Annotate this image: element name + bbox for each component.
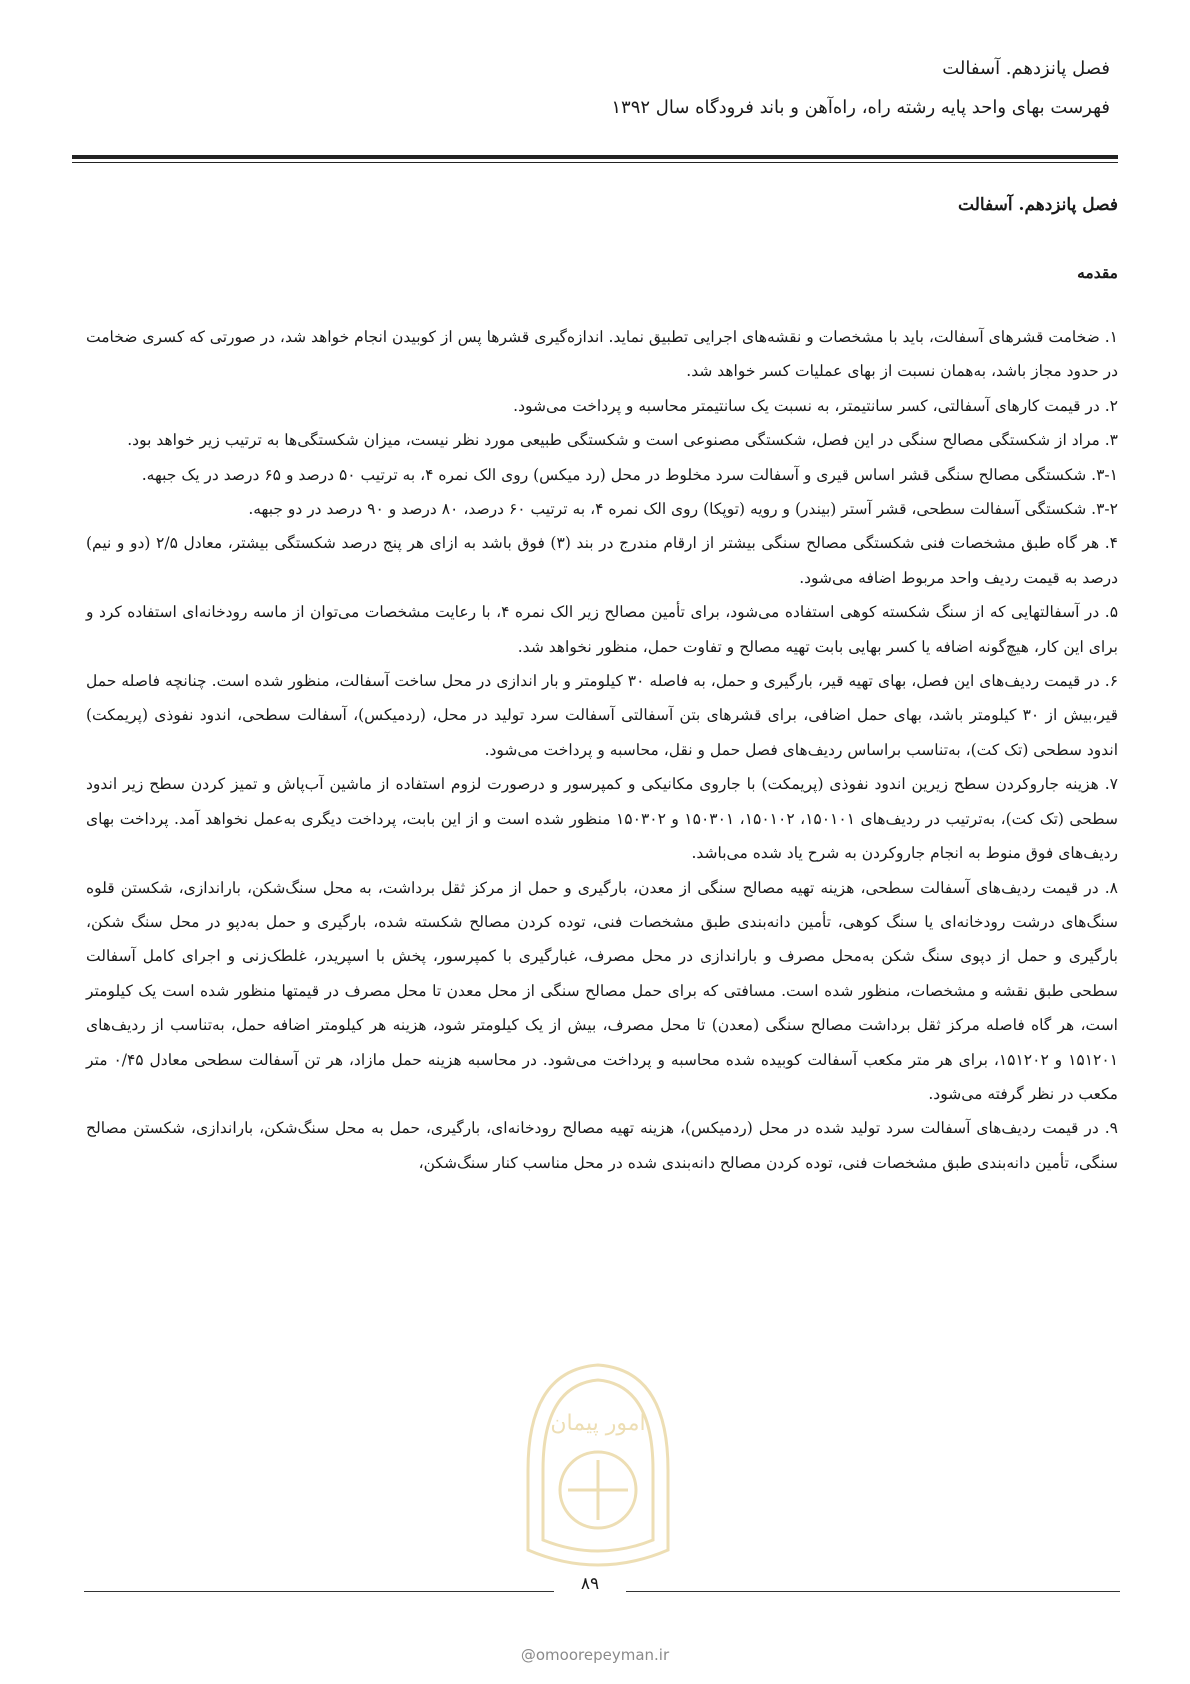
chapter-title: فصل پانزدهم. آسفالت	[958, 195, 1118, 215]
paragraph-3: ۳. مراد از شکستگی مصالح سنگی در این فصل، شکستگی مصنوعی است و شکستگی طبیعی مورد نظر نیست، میزان شکستگی‌ها به ترتیب زیر خواهد بود.	[127, 431, 1118, 450]
paragraph-7: ۷. هزینه جاروکردن سطح زیرین اندود نفوذی (پریمکت) با جاروی مکانیکی و کمپرسور و درصورت لزوم استفاده از ماشین آب‌پاش و تمیز کردن سطح زیر اندود سطحی (تک کت)، به‌ترتیب در ردیف‌های ۱۵۰۱۰۱، ۱۵۰۱۰۲، ۱۵۰۳۰۱ و ۱۵۰۳۰۲ منظور شده است و از این بابت، پرداخت دیگری به‌عمل نخواهد آمد. پرداخت بهای ردیف‌های فوق منوط به انجام جاروکردن به شرح یاد شده می‌باشد.	[86, 775, 1118, 863]
intro-heading: مقدمه	[1077, 263, 1118, 282]
paragraph-1: ۱. ضخامت قشرهای آسفالت، باید با مشخصات و نقشه‌های اجرایی تطبیق نماید. اندازه‌گیری قشرها پس از کوبیدن انجام خواهد شد، در صورتی که کسری ضخامت در حدود مجاز باشد، به‌همان نسبت از بهای عملیات کسر خواهد شد.	[86, 328, 1118, 381]
paragraph-8: ۸. در قیمت ردیف‌های آسفالت سطحی، هزینه تهیه مصالح سنگی از معدن، بارگیری و حمل از مرکز ثقل برداشت، به محل سنگ‌شکن، باراندازی، شکستن قلوه سنگ‌های درشت رودخانه‌ای یا سنگ کوهی، تأمین دانه‌بندی طبق مشخصات فنی، توده کردن مصالح شکسته شده، بارگیری و حمل به‌دپو در محل سنگ شکن، بارگیری و حمل از دپوی سنگ شکن به‌محل مصرف و باراندازی در محل مصرف، غبارگیری با کمپرسور، پخش با اسپریدر، غلطک‌زنی و اجرای کامل آسفالت سطحی طبق نقشه و مشخصات، منظور شده است. مسافتی که برای حمل مصالح سنگی از محل معدن تا محل مصرف در قیمتها منظور شده است یک کیلومتر است، هر گاه فاصله مرکز ثقل برداشت مصالح سنگی (معدن) تا محل مصرف، بیش از یک کیلومتر شود، هزینه هر کیلومتر اضافه حمل، به‌تناسب از ردیف‌های ۱۵۱۲۰۱ و ۱۵۱۲۰۲، برای هر متر مکعب آسفالت کوبیده شده محاسبه و پرداخت می‌شود. در محاسبه هزینه حمل مازاد، هر تن آسفالت سطحی معادل ۰/۴۵ متر مکعب در نظر گرفته می‌شود.	[86, 878, 1119, 1103]
paragraph-4: ۴. هر گاه طبق مشخصات فنی شکستگی مصالح سنگی بیشتر از ارقام مندرج در بند (۳) فوق باشد به ازای هر پنج درصد شکستگی بیشتر، معادل ۲/۵ (دو و نیم) درصد به قیمت ردیف واحد مربوط اضافه می‌شود.	[86, 534, 1118, 587]
header-divider-thin	[72, 162, 1118, 163]
paragraph-9: ۹. در قیمت ردیف‌های آسفالت سرد تولید شده در محل (ردمیکس)، هزینه تهیه مصالح رودخانه‌ای، بارگیری، حمل به محل سنگ‌شکن، باراندازی، شکستن مصالح سنگی، تأمین دانه‌بندی طبق مشخصات فنی، توده کردن مصالح دانه‌بندی شده در محل مناسب کنار سنگ‌شکن،	[86, 1119, 1118, 1172]
page-number: ۸۹	[580, 1574, 600, 1594]
paragraph-3-1: ۳-۱. شکستگی مصالح سنگی قشر اساس قیری و آسفالت سرد مخلوط در محل (رد میکس) روی الک نمره ۴، به ترتیب ۵۰ درصد و ۶۵ درصد در یک جبهه.	[141, 465, 1118, 484]
watermark-logo-text: امور پیمان	[550, 1411, 646, 1436]
footer-divider-right	[626, 1591, 1120, 1592]
header-chapter: فصل پانزدهم. آسفالت	[942, 58, 1110, 79]
header-divider-thick	[72, 155, 1118, 159]
paragraph-2: ۲. در قیمت کارهای آسفالتی، کسر سانتیمتر، به نسبت یک سانتیمتر محاسبه و پرداخت می‌شود.	[513, 396, 1118, 415]
paragraph-5: ۵. در آسفالتهایی که از سنگ شکسته کوهی استفاده می‌شود، برای تأمین مصالح زیر الک نمره ۴، با رعایت مشخصات می‌توان از ماسه رودخانه‌ای استفاده کرد و برای این کار، هیچ‌گونه اضافه یا کسر بهایی بابت تهیه مصالح و تفاوت حمل، منظور نخواهد شد.	[86, 603, 1119, 656]
footer-divider-left	[84, 1591, 554, 1592]
paragraph-3-2: ۳-۲. شکستگی آسفالت سطحی، قشر آستر (بیندر) و رویه (توپکا) روی الک نمره ۴، به ترتیب ۶۰ درصد، ۸۰ درصد و ۹۰ درصد در دو جبهه.	[248, 500, 1118, 519]
paragraph-6: ۶. در قیمت ردیف‌های این فصل، بهای تهیه قیر، بارگیری و حمل، به فاصله ۳۰ کیلومتر و بار اندازی در محل ساخت آسفالت، منظور شده است. چنانچه فاصله حمل قیر،بیش از ۳۰ کیلومتر باشد، بهای حمل اضافی، برای قشرهای بتن آسفالتی آسفالت سرد تولید در محل، (ردمیکس)، آسفالت سطحی، اندود نفوذی (پریمکت) اندود سطحی (تک کت)، به‌تناسب براساس ردیف‌های فصل حمل و نقل، محاسبه و پرداخت می‌شود.	[86, 672, 1119, 759]
watermark-logo-icon	[508, 1350, 688, 1580]
body-content	[86, 188, 1118, 1180]
website-watermark: @omoorepeyman.ir	[520, 1646, 670, 1664]
header-subtitle: فهرست بهای واحد پایه رشته راه، راه‌آهن و باند فرودگاه سال ۱۳۹۲	[611, 97, 1110, 118]
